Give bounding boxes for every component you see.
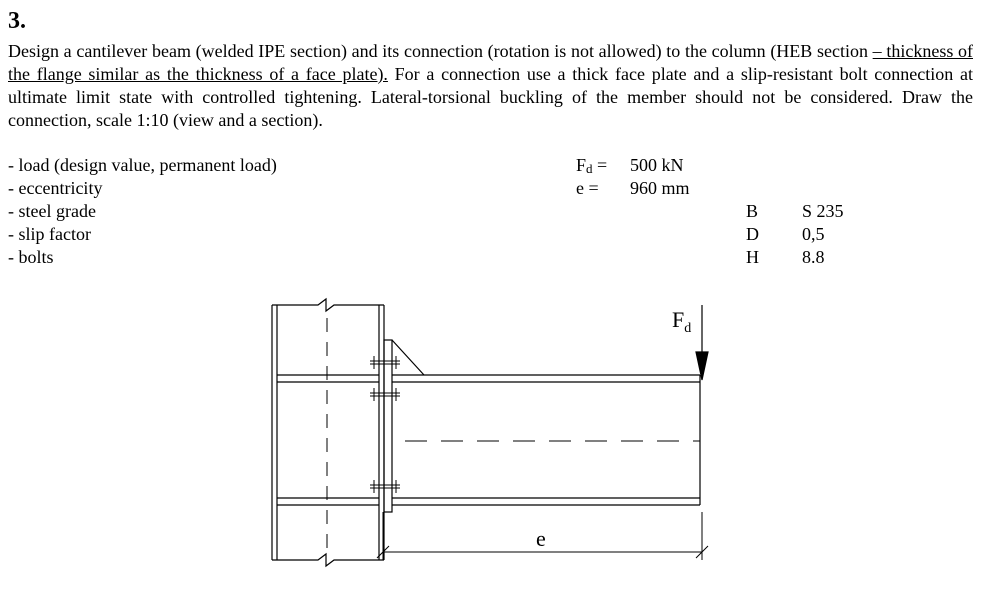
param-label: - slip factor — [8, 224, 91, 244]
param-variant-code: H — [746, 247, 759, 267]
bolt — [370, 480, 400, 493]
param-variant-value: 0,5 — [802, 224, 825, 244]
statement-underlined: – thickness of the flange similar as the thickness of a face plate). — [8, 41, 973, 84]
param-label: - eccentricity — [8, 178, 103, 198]
param-variant-code: B — [746, 201, 759, 221]
param-variant-code: D — [746, 224, 759, 244]
param-variant-value: S 235 — [802, 201, 844, 221]
load-arrow — [696, 305, 708, 380]
bolt — [370, 388, 400, 401]
bolt — [370, 356, 400, 369]
param-value: 960 mm — [630, 178, 690, 198]
param-label: - bolts — [8, 247, 54, 267]
load-label: $F_d$ — [672, 307, 692, 336]
param-label: - steel grade — [8, 201, 96, 221]
statement-part-1: Design a cantilever beam (welded IPE section) and its connection (rotation is not allowed) to the column (HEB section — [8, 41, 873, 61]
face-plate — [384, 340, 424, 512]
param-label: - load (design value, permanent load) — [8, 155, 277, 175]
statement-part-2: For a connection use a thick face plate and a slip-resistant bolt connection at ultimate limit state with controlled tightening. Lateral-torsional buckling of the member should not be considered. Draw the connection, scale 1:10 (view and a section). — [8, 64, 973, 130]
param-variant-value: 8.8 — [802, 247, 825, 267]
eccentricity-label: e — [536, 526, 546, 551]
problem-number: 3. — [8, 8, 26, 34]
cantilever-beam — [392, 375, 700, 505]
bolts — [370, 356, 400, 493]
param-symbol: Fd = — [576, 155, 608, 176]
param-value: 500 kN — [630, 155, 684, 175]
column-section — [272, 299, 384, 566]
param-symbol: e = — [576, 178, 599, 198]
